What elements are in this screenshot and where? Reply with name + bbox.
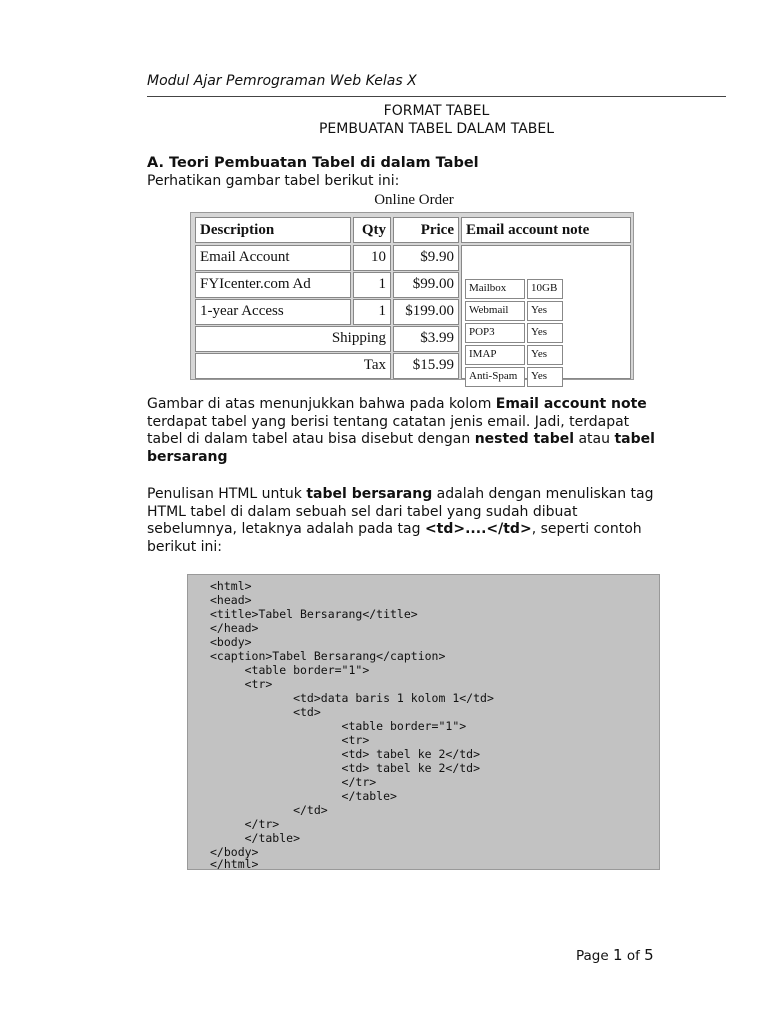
- code-line: <table border="1">: [210, 663, 370, 677]
- page-of: of: [626, 948, 640, 964]
- row-desc: FYIcenter.com Ad: [195, 272, 351, 298]
- nested-key: Webmail: [465, 301, 525, 321]
- row-desc: 1-year Access: [195, 299, 351, 325]
- page-subtitle: PEMBUATAN TABEL DALAM TABEL: [318, 121, 555, 137]
- code-line: </tr>: [210, 775, 377, 789]
- code-line: <td> tabel ke 2</td>: [210, 747, 481, 761]
- text-run: , seperti contoh berikut ini:: [147, 521, 642, 555]
- nested-key: Mailbox: [465, 279, 525, 299]
- code-line: <table border="1">: [210, 719, 467, 733]
- row-price: $99.00: [393, 272, 459, 298]
- intro-text: Perhatikan gambar tabel berikut ini:: [147, 173, 400, 189]
- code-line: </html>: [210, 857, 259, 871]
- row-price: $9.90: [393, 245, 459, 271]
- shipping-label: Shipping: [195, 326, 391, 352]
- code-line: </head>: [210, 621, 259, 635]
- nested-key: IMAP: [465, 345, 525, 365]
- code-line: <head>: [210, 593, 252, 607]
- nested-table: [465, 279, 565, 383]
- text-run: terdapat tabel yang berisi tentang catatan jenis email. Jadi, terdapat tabel di dalam tabel atau bisa disebut dengan: [147, 413, 630, 448]
- document-header: Modul Ajar Pemrograman Web Kelas X: [147, 73, 417, 89]
- code-line: <html>: [210, 579, 252, 593]
- nested-value: Yes: [527, 345, 563, 365]
- text-run: adalah dengan menuliskan tag HTML tabel di dalam sebuah sel dari tabel yang sudah dibuat sebelumnya, letaknya adalah pada tag: [147, 486, 654, 538]
- tax-label: Tax: [195, 353, 391, 379]
- nested-key: Anti-Spam: [465, 367, 525, 387]
- code-line: <td> tabel ke 2</td>: [210, 761, 481, 775]
- code-line: <tr>: [210, 733, 370, 747]
- page-label: Page: [576, 948, 609, 964]
- page-footer: [576, 946, 654, 964]
- bold-run: <td>....</td>: [424, 521, 532, 538]
- header-description: Description: [195, 217, 351, 243]
- header-email-note: Email account note: [461, 217, 631, 243]
- bold-run: tabel bersarang: [147, 431, 655, 465]
- code-line: <caption>Tabel Bersarang</caption>: [210, 649, 446, 663]
- bold-run: nested tabel: [474, 431, 575, 448]
- text-run: Penulisan HTML untuk: [147, 486, 307, 502]
- row-qty: 1: [353, 272, 391, 298]
- code-line: </tr>: [210, 817, 280, 831]
- code-line: <td>data baris 1 kolom 1</td>: [210, 691, 494, 705]
- code-block: [187, 574, 660, 870]
- header-qty: Qty: [353, 217, 391, 243]
- bold-run: Email account note: [495, 396, 647, 412]
- code-line: <body>: [210, 635, 252, 649]
- shipping-price: $3.99: [393, 326, 459, 352]
- bold-run: tabel bersarang: [306, 486, 433, 502]
- code-line: </td>: [210, 803, 328, 817]
- section-heading: A. Teori Pembuatan Tabel di dalam Tabel: [147, 155, 479, 171]
- code-line: <td>: [210, 705, 321, 719]
- row-price: $199.00: [393, 299, 459, 325]
- row-desc: Email Account: [195, 245, 351, 271]
- code-line: </table>: [210, 831, 301, 845]
- online-order-figure: [190, 192, 638, 384]
- nested-value: Yes: [527, 323, 563, 343]
- nested-key: POP3: [465, 323, 525, 343]
- nested-value: Yes: [527, 301, 563, 321]
- page-title: FORMAT TABEL: [383, 103, 490, 119]
- row-qty: 10: [353, 245, 391, 271]
- paragraph-1: [147, 396, 667, 466]
- row-qty: 1: [353, 299, 391, 325]
- figure-caption: Online Order: [374, 192, 454, 208]
- code-line: <title>Tabel Bersarang</title>: [210, 607, 418, 621]
- header-rule: [147, 96, 726, 97]
- nested-value: Yes: [527, 367, 563, 387]
- figure-table: [190, 212, 634, 380]
- text-run: Gambar di atas menunjukkan bahwa pada kolom: [147, 396, 496, 412]
- page-number: 1: [612, 946, 623, 964]
- header-price: Price: [393, 217, 459, 243]
- nested-value: 10GB: [527, 279, 563, 299]
- tax-price: $15.99: [393, 353, 459, 379]
- paragraph-2: [147, 486, 667, 556]
- page-total: 5: [644, 946, 654, 964]
- text-run: atau: [574, 431, 615, 448]
- code-line: <tr>: [210, 677, 273, 691]
- code-line: </body>: [210, 845, 259, 859]
- code-line: </table>: [210, 789, 397, 803]
